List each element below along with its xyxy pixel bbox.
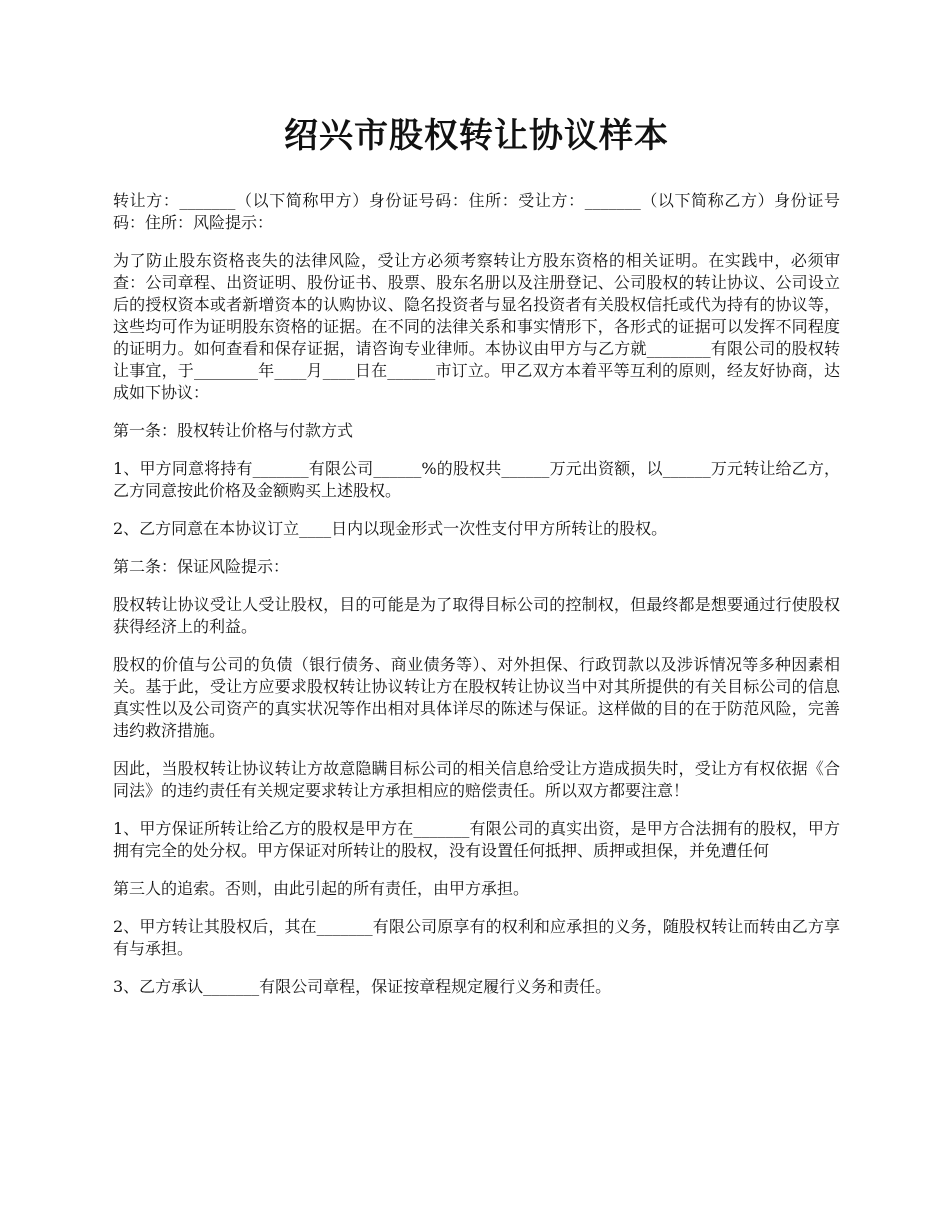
article-2-heading: 第二条：保证风险提示： — [113, 557, 290, 576]
warranty-paragraph-3: 因此，当股权转让协议转让方故意隐瞒目标公司的相关信息给受让方造成损失时，受让方有权依据《合同法》的违约责任有关规定要求转让方承担相应的赔偿责任。所以双方都要注意！ — [113, 759, 840, 800]
document-title: 绍兴市股权转让协议样本 — [284, 116, 669, 156]
article-1-clause-1: 1、甲方同意将持有_______有限公司______%的股权共______万元出资额，以______万元转让给乙方，乙方同意按此价格及金额购买上述股权。 — [113, 459, 840, 500]
article-2-clause-3: 3、乙方承认_______有限公司章程，保证按章程规定履行义务和责任。 — [113, 977, 612, 996]
warranty-paragraph-2: 股权的价值与公司的负债（银行债务、商业债务等）、对外担保、行政罚款以及涉诉情况等多种因素相关。基于此，受让方应要求股权转让协议转让方在股权转让协议当中对其所提供的有关目标公司的信息真实性以及公司资产的真实状况等作出相对具体详尽的陈述与保证。这样做的目的在于防范风险，完善违约救济措施。 — [113, 655, 840, 740]
article-2-clause-1-continued: 第三人的追索。否则，由此引起的所有责任，由甲方承担。 — [113, 879, 530, 898]
warranty-paragraph-1: 股权转让协议受让人受让股权，目的可能是为了取得目标公司的控制权，但最终都是想要通过行使股权获得经济上的利益。 — [113, 595, 840, 636]
article-2-clause-2: 2、甲方转让其股权后，其在_______有限公司原享有的权利和应承担的义务，随股权转让而转由乙方享有与承担。 — [113, 917, 840, 958]
risk-notice-paragraph: 为了防止股东资格丧失的法律风险，受让方必须考察转让方股东资格的相关证明。在实践中，必须审查：公司章程、出资证明、股份证书、股票、股东名册以及注册登记、公司股权的转让协议、公司设立后的授权资本或者新增资本的认购协议、隐名投资者与显名投资者有关股权信托或代为持有的协议等，这些均可作为证明股东资格的证据。在不同的法律关系和事实情形下，各形式的证据可以发挥不同程度的证明力。如何查看和保存证据，请咨询专业律师。本协议由甲方与乙方就________有限公司的股权转让事宜，于________年____月____日在______市订立。甲乙双方本着平等互利的原则，经友好协商，达成如下协议： — [113, 251, 840, 402]
article-1-clause-2: 2、乙方同意在本协议订立____日内以现金形式一次性支付甲方所转让的股权。 — [113, 519, 668, 538]
document-page — [113, 112, 840, 1014]
article-1-heading: 第一条：股权转让价格与付款方式 — [113, 421, 354, 440]
article-2-clause-1: 1、甲方保证所转让给乙方的股权是甲方在_______有限公司的真实出资，是甲方合法拥有的股权，甲方拥有完全的处分权。甲方保证对所转让的股权，没有设置任何抵押、质押或担保，并免遭任何 — [113, 819, 840, 860]
parties-paragraph: 转让方：_______（以下简称甲方）身份证号码：住所：受让方：_______（以下简称乙方）身份证号码：住所：风险提示： — [113, 191, 840, 232]
